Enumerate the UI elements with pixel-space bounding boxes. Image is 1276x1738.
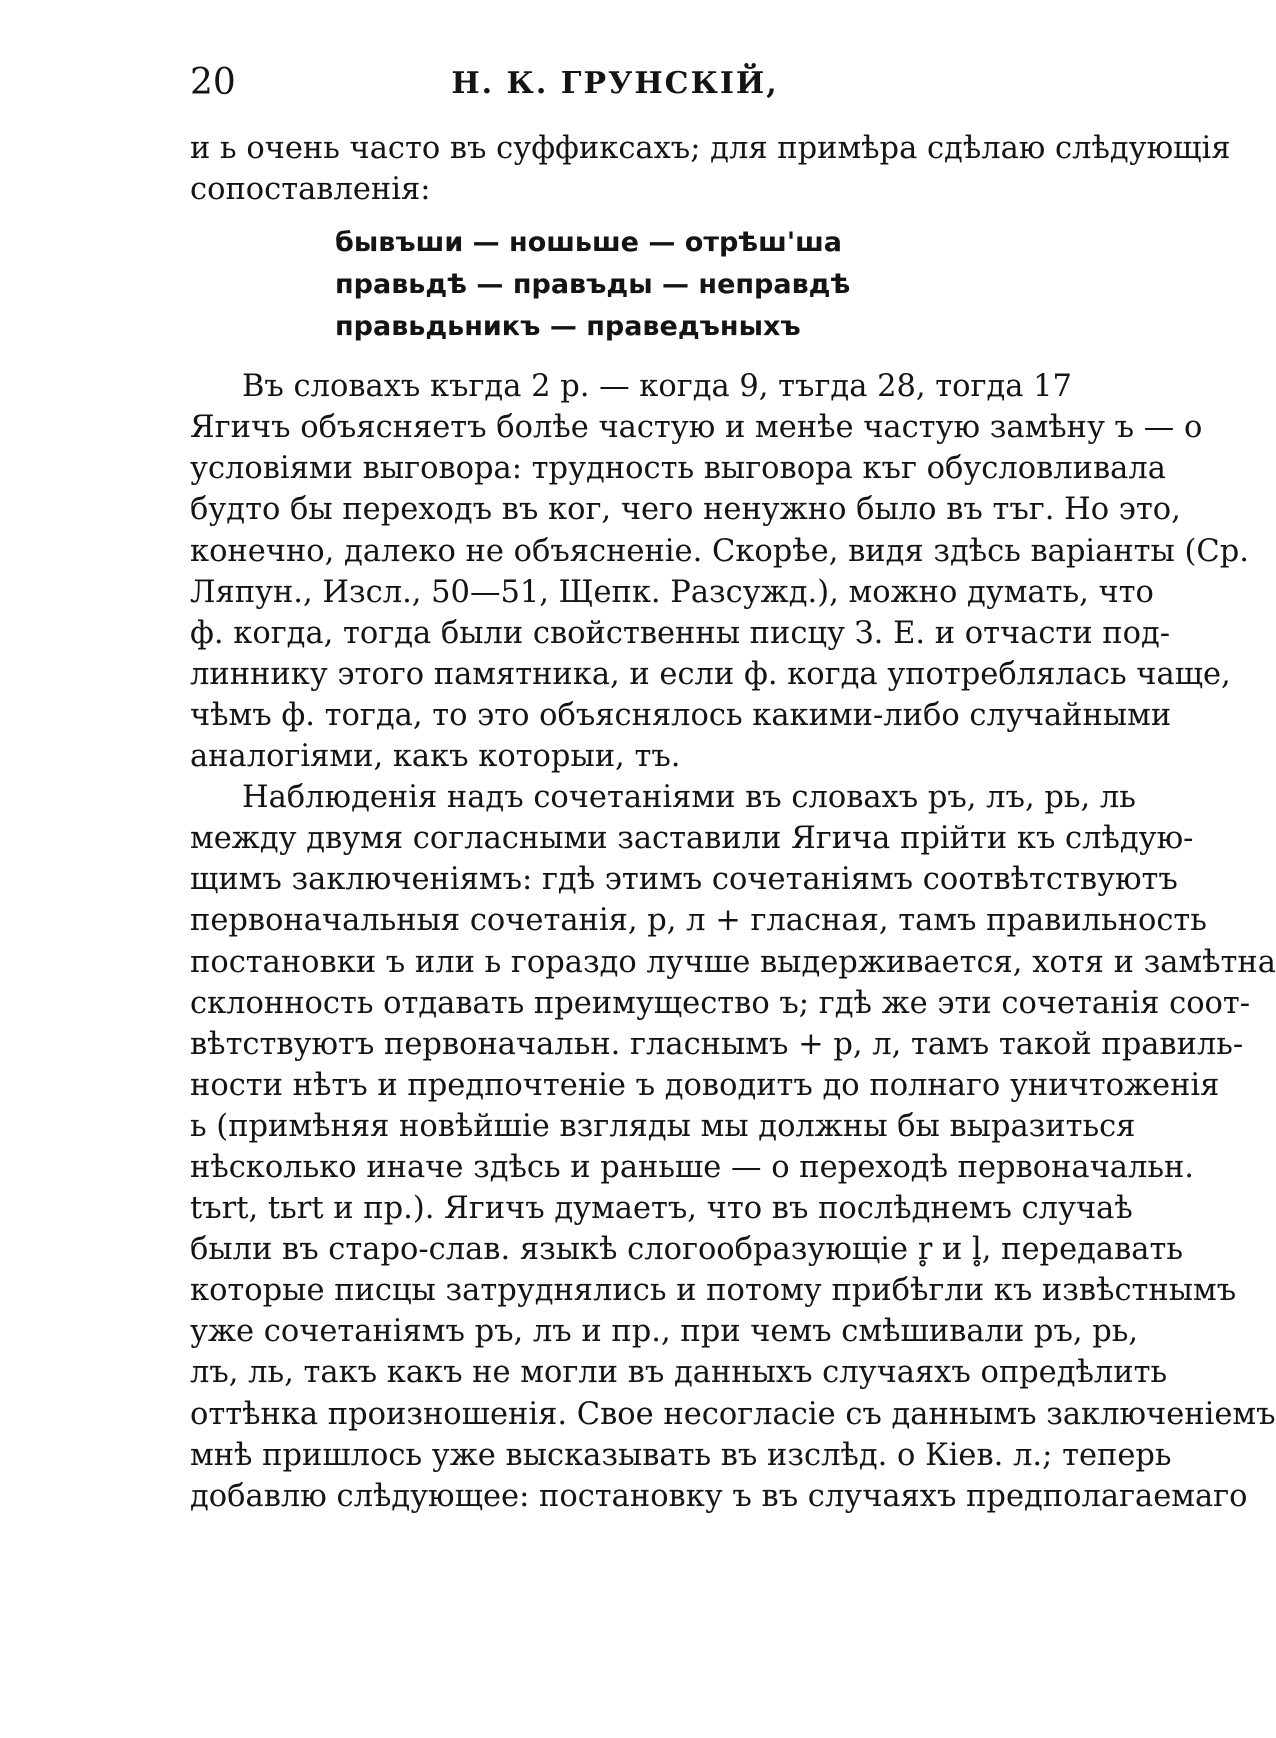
text-line: между двумя согласными заставили Ягича прійти къ слѣдую- [190,821,1194,857]
text-line: которые писцы затруднялись и потому прибѣгли къ извѣстнымъ [190,1273,1237,1309]
text-line: мнѣ пришлось уже высказывать въ изслѣд. о Кіев. л.; теперь [190,1437,1172,1473]
text-line: сопоставленія: [190,172,431,208]
text-line: и ь очень часто въ суффиксахъ; для примѣра сдѣлаю слѣдующія [190,131,1231,166]
running-title: Н. К. ГРУНСКІЙ, [451,66,779,101]
example-line: правьдѣ — правъды — неправдѣ [335,269,851,301]
page-body [190,128,1276,1517]
text-line: tъrt, tьrt и пр.). Ягичъ думаетъ, что въ послѣднемъ случаѣ [190,1191,1133,1227]
text-line: вѣтствуютъ первоначальн. гласнымъ + р, л, тамъ такой правиль- [190,1026,1244,1062]
text-line: первоначальныя сочетанія, р, л + гласная, тамъ правильность [190,903,1207,939]
text-line: Ляпун., Изсл., 50—51, Щепк. Разсужд.), можно думать, что [190,574,1154,610]
text-line: склонность отдавать преимущество ъ; гдѣ же эти сочетанія соот- [190,985,1251,1021]
text-line: ности нѣтъ и предпочтеніе ъ доводитъ до полнаго уничтоженія [190,1067,1220,1103]
example-line: бывъши — ношьше — отрѣш'ша [335,227,843,259]
text-line: аналогіями, какъ которыи, тъ. [190,739,681,775]
text-line: ь (примѣняя новѣйшіе взгляды мы должны бы выразиться [190,1108,1136,1144]
example-block [190,222,1040,348]
text-line: оттѣнка произношенія. Свое несогласіе съ даннымъ заключеніемъ [190,1396,1276,1432]
page-number: 20 [190,62,236,103]
text-line: ф. когда, тогда были свойственны писцу З. Е. и отчасти под- [190,615,1171,651]
intro-text [190,128,1231,210]
text-line: были въ старо-слав. языкѣ слогообразующіе r̥ и l̥, передавать [190,1232,1183,1268]
text-line: щимъ заключеніямъ: гдѣ этимъ сочетаніямъ соотвѣтствуютъ [190,862,1178,898]
text-line: конечно, далеко не объясненіе. Скорѣе, видя здѣсь варіанты (Ср. [190,533,1249,569]
text-line: линнику этого памятника, и если ф. когда употреблялась чаще, [190,656,1231,692]
text-line: условіями выговора: трудность выговора къг обусловливала [190,451,1166,487]
text-line: лъ, ль, такъ какъ не могли въ данныхъ случаяхъ опредѣлить [190,1355,1168,1391]
text-line: постановки ъ или ь гораздо лучше выдерживается, хотя и замѣтна [190,944,1276,980]
text-line: добавлю слѣдующее: постановку ъ въ случаяхъ предполагаемаго [190,1478,1248,1514]
text-line: уже сочетаніямъ ръ, лъ и пр., при чемъ смѣшивали ръ, рь, [190,1314,1139,1350]
text-line: нѣсколько иначе здѣсь и раньше — о переходѣ первоначальн. [190,1149,1194,1185]
page-header [190,62,1040,106]
text-line: Ягичъ объясняетъ болѣе частую и менѣе частую замѣну ъ — о [190,410,1203,446]
text-line: Наблюденія надъ сочетаніями въ словахъ ръ, лъ, рь, ль [242,780,1136,816]
text-line: чѣмъ ф. тогда, то это объяснялось какими-либо случайными [190,697,1172,733]
example-line: правьдьникъ — праведъныхъ [335,311,801,343]
text-line: Въ словахъ къгда 2 р. — когда 9, тъгда 28, тогда 17 [242,369,1072,405]
paragraph-2 [190,777,1276,1517]
text-line: будто бы переходъ въ ког, чего ненужно было въ тъг. Но это, [190,492,1181,528]
paragraph-1 [190,366,1249,777]
